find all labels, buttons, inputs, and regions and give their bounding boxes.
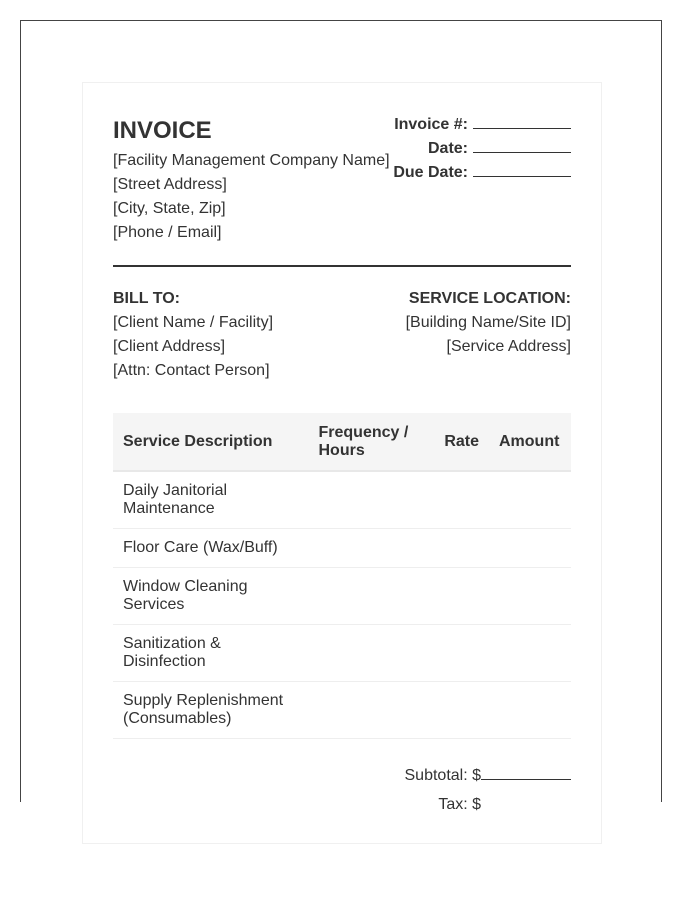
tax-field[interactable] [481, 793, 571, 809]
subtotal-label: Subtotal: $ [404, 767, 481, 784]
rate-cell[interactable] [434, 529, 489, 568]
page-frame [20, 20, 662, 813]
bill-to-section [113, 287, 273, 383]
company-info [113, 149, 390, 245]
table-row [113, 568, 571, 625]
service-location-section [406, 287, 571, 359]
service-description-cell: Window Cleaning Services [113, 568, 309, 625]
invoice-meta [393, 113, 571, 185]
col-amount: Amount [489, 413, 571, 471]
invoice-number-row [393, 113, 571, 137]
bill-to-client-address: [Client Address] [113, 338, 226, 355]
rate-cell[interactable] [434, 568, 489, 625]
table-row [113, 625, 571, 682]
subtotal-row [405, 761, 572, 790]
invoice-number-label: Invoice #: [394, 116, 468, 133]
services-table [113, 413, 571, 739]
col-service-description: Service Description [113, 413, 309, 471]
tax-label: Tax: $ [438, 796, 481, 813]
table-row [113, 471, 571, 529]
frequency-cell[interactable] [309, 471, 435, 529]
service-location-heading: SERVICE LOCATION: [408, 290, 571, 307]
bill-to-contact: [Attn: Contact Person] [113, 362, 270, 379]
company-street: [Street Address] [113, 176, 227, 193]
col-frequency-hours: Frequency / Hours [309, 413, 435, 471]
amount-cell[interactable] [489, 625, 571, 682]
company-city: [City, State, Zip] [113, 200, 226, 217]
table-row [113, 529, 571, 568]
invoice-date-row [393, 137, 571, 161]
invoice-title: INVOICE [113, 117, 212, 144]
table-row [113, 682, 571, 739]
tax-row [405, 790, 572, 819]
col-rate: Rate [434, 413, 489, 471]
frequency-cell[interactable] [309, 568, 435, 625]
service-description-cell: Floor Care (Wax/Buff) [113, 529, 309, 568]
invoice-date-label: Date: [427, 140, 468, 157]
due-date-label: Due Date: [393, 164, 468, 181]
subtotal-field[interactable] [481, 764, 571, 780]
table-header-row [113, 413, 571, 471]
amount-cell[interactable] [489, 568, 571, 625]
service-description-cell: Supply Replenishment (Consumables) [113, 682, 309, 739]
frequency-cell[interactable] [309, 529, 435, 568]
rate-cell[interactable] [434, 682, 489, 739]
service-description-cell: Sanitization & Disinfection [113, 625, 309, 682]
service-location-building: [Building Name/Site ID] [405, 314, 571, 331]
bill-to-heading: BILL TO: [113, 290, 180, 307]
company-contact: [Phone / Email] [113, 224, 222, 241]
totals-section [405, 761, 572, 819]
invoice-number-field[interactable] [473, 113, 571, 129]
due-date-field[interactable] [473, 161, 571, 177]
bill-to-client-name: [Client Name / Facility] [113, 314, 274, 331]
frequency-cell[interactable] [309, 682, 435, 739]
amount-cell[interactable] [489, 471, 571, 529]
invoice-date-field[interactable] [473, 137, 571, 153]
rate-cell[interactable] [434, 471, 489, 529]
amount-cell[interactable] [489, 529, 571, 568]
frequency-cell[interactable] [309, 625, 435, 682]
due-date-row [393, 161, 571, 185]
invoice-sheet [82, 82, 602, 844]
header-divider [113, 265, 571, 267]
rate-cell[interactable] [434, 625, 489, 682]
service-location-address: [Service Address] [446, 338, 571, 355]
amount-cell[interactable] [489, 682, 571, 739]
company-name: [Facility Management Company Name] [113, 152, 390, 169]
service-description-cell: Daily Janitorial Maintenance [113, 471, 309, 529]
